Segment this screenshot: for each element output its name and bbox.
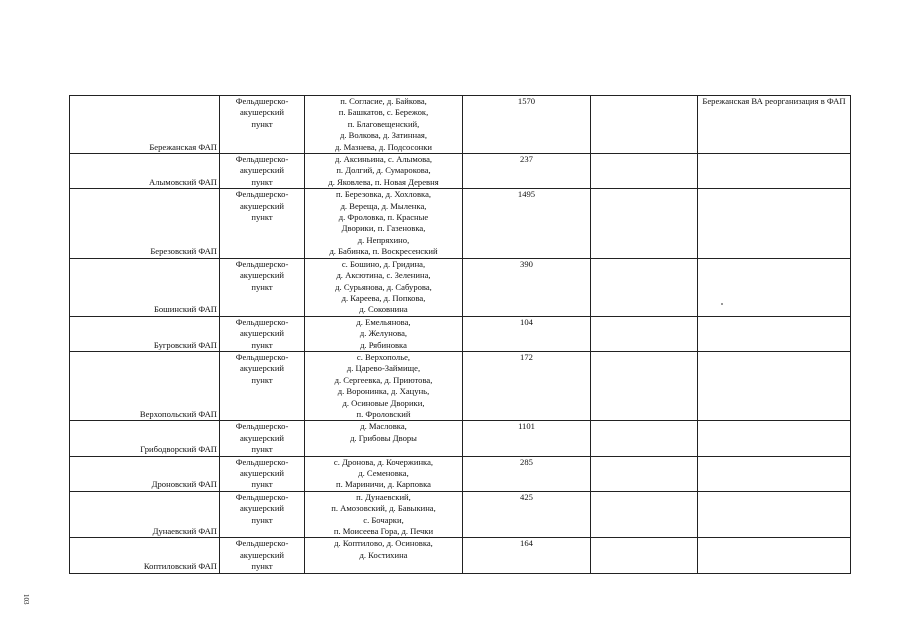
settlement-line: д. Коптилово, д. Осиновка, — [334, 538, 433, 549]
settlement-line: д. Мазнева, д. Подсосонки — [334, 141, 433, 152]
facility-type-cell — [220, 421, 305, 456]
population-value: 285 — [520, 456, 533, 467]
settlement-line: д. Непряхино, — [357, 234, 410, 245]
population-value: 1570 — [517, 96, 536, 106]
facility-name-cell — [70, 456, 220, 491]
facility-type-line: Фельдшерско- — [235, 316, 289, 327]
table-row — [70, 456, 851, 491]
facility-name: Грибодворский ФАП — [140, 444, 217, 455]
table-body — [70, 96, 851, 574]
settlements-cell — [305, 538, 463, 573]
settlement-line: с. Верхополье, — [356, 351, 411, 362]
note-cell — [698, 154, 851, 189]
facility-type-cell — [220, 316, 305, 351]
settlement-line: д. Волкова, д. Затинная, — [340, 130, 427, 141]
facility-type-line: пункт — [251, 212, 273, 223]
population-value: 425 — [520, 491, 533, 502]
table-row — [70, 96, 851, 154]
settlements-cell — [305, 316, 463, 351]
settlement-line: д. Грибовы Дворы — [350, 432, 417, 443]
settlement-line: д. Кареева, д. Попкова, — [341, 292, 426, 303]
settlements-cell — [305, 258, 463, 316]
page-number: 103 — [22, 594, 30, 605]
facility-name: Дунаевский ФАП — [152, 526, 217, 537]
table-row — [70, 421, 851, 456]
table-row — [70, 491, 851, 538]
population-cell — [463, 456, 591, 491]
facility-type-line: пункт — [251, 281, 273, 292]
settlement-line: д. Сергеевка, д. Приютова, — [334, 374, 433, 385]
note-cell — [698, 491, 851, 538]
empty-cell — [591, 456, 698, 491]
facility-type-line: акушерский — [239, 432, 285, 443]
facility-type-line: акушерский — [239, 549, 285, 560]
settlement-line: с. Бочарки, — [363, 514, 404, 525]
facility-name: Бугровский ФАП — [153, 339, 217, 350]
facility-type-line: акушерский — [239, 107, 285, 118]
facility-name-cell — [70, 258, 220, 316]
facility-name-cell — [70, 316, 220, 351]
facility-type-cell — [220, 189, 305, 258]
settlement-line: д. Желунова, — [359, 328, 408, 339]
facility-type-cell — [220, 456, 305, 491]
facility-type-line: Фельдшерско- — [235, 456, 289, 467]
empty-cell — [591, 491, 698, 538]
note-cell — [698, 456, 851, 491]
settlements-cell — [305, 189, 463, 258]
settlement-line: п. Согласие, д. Байкова, — [340, 96, 427, 106]
facility-type-line: Фельдшерско- — [235, 538, 289, 549]
settlements-cell — [305, 491, 463, 538]
settlements-cell — [305, 456, 463, 491]
facilities-table — [69, 95, 851, 574]
facility-type-cell — [220, 538, 305, 573]
population-cell — [463, 538, 591, 573]
note-cell — [698, 96, 851, 154]
facility-name-cell — [70, 538, 220, 573]
population-value: 104 — [520, 316, 533, 327]
note-cell — [698, 351, 851, 420]
settlement-line: д. Масловка, — [360, 421, 407, 432]
settlements-cell — [305, 154, 463, 189]
facility-type-line: пункт — [251, 479, 273, 490]
settlements-cell — [305, 96, 463, 154]
population-value: 1495 — [517, 189, 536, 200]
facility-name-cell — [70, 351, 220, 420]
population-cell — [463, 491, 591, 538]
table-row — [70, 538, 851, 573]
settlement-line: Дворики, п. Газеновка, — [341, 223, 426, 234]
empty-cell — [591, 189, 698, 258]
population-value: 1101 — [518, 421, 535, 432]
settlement-line: д. Бабинка, п. Воскресенский — [329, 246, 438, 257]
settlement-line: п. Благовещенский, — [347, 118, 420, 129]
settlement-line: д. Осиновые Дворики, — [342, 397, 425, 408]
population-value: 390 — [520, 258, 533, 269]
settlement-line: п. Фроловский — [356, 408, 411, 419]
facility-type-line: пункт — [251, 561, 273, 572]
facility-type-cell — [220, 351, 305, 420]
facility-type-line: акушерский — [239, 363, 285, 374]
settlement-line: п. Амозовский, д. Бавыкина, — [331, 503, 436, 514]
settlement-line: с. Бошино, д. Гридина, — [341, 258, 426, 269]
settlement-line: д. Аксютина, с. Зеленина, — [336, 270, 431, 281]
settlement-line: п. Моисеева Гора, д. Печки — [333, 526, 434, 537]
facility-type-line: пункт — [251, 339, 273, 350]
settlement-line: д. Сурьянова, д. Сабурова, — [335, 281, 432, 292]
facility-type-line: Фельдшерско- — [235, 491, 289, 502]
settlement-line: д. Емельянова, — [356, 316, 411, 327]
facility-type-line: акушерский — [239, 468, 285, 478]
settlement-line: д. Соковнина — [359, 304, 408, 315]
facility-type-line: пункт — [251, 514, 273, 525]
settlement-line: с. Дронова, д. Кочержинка, — [333, 456, 434, 467]
facility-type-cell — [220, 258, 305, 316]
note-cell — [698, 316, 851, 351]
facility-name-cell — [70, 421, 220, 456]
facility-name-cell — [70, 154, 220, 189]
settlement-line: п. Башкатов, с. Бережок, — [338, 107, 429, 118]
note-cell — [698, 258, 851, 316]
table-row — [70, 258, 851, 316]
facility-type-line: пункт — [251, 118, 273, 129]
population-cell — [463, 316, 591, 351]
settlement-line: п. Мариничи, д. Карповка — [336, 479, 431, 490]
population-cell — [463, 154, 591, 189]
facility-name: Коптиловский ФАП — [143, 561, 217, 572]
population-value: 164 — [520, 538, 533, 549]
table-row — [70, 154, 851, 189]
settlements-cell — [305, 421, 463, 456]
facility-type-cell — [220, 491, 305, 538]
settlement-line: п. Дунаевский, — [356, 491, 411, 502]
empty-cell — [591, 351, 698, 420]
facility-name: Верхопольский ФАП — [139, 408, 217, 419]
settlement-line: п. Березовка, д. Хохловка, — [335, 189, 432, 200]
settlement-line: д. Рябиновка — [360, 339, 407, 350]
settlement-line: д. Яковлева, п. Новая Деревня — [328, 176, 439, 187]
settlement-line: д. Воронинка, д. Хацунь, — [337, 386, 430, 397]
facility-name: Бошинский ФАП — [153, 304, 217, 315]
settlements-cell — [305, 351, 463, 420]
population-cell — [463, 258, 591, 316]
population-value: 237 — [520, 154, 533, 165]
table-row — [70, 351, 851, 420]
facility-type-line: пункт — [251, 444, 273, 455]
facility-type-cell — [220, 154, 305, 189]
facility-name-cell — [70, 189, 220, 258]
facility-name: Бережанская ФАП — [149, 141, 217, 152]
facility-type-line: пункт — [251, 176, 273, 187]
population-cell — [463, 351, 591, 420]
note-cell — [698, 538, 851, 573]
empty-cell — [591, 316, 698, 351]
facility-type-line: акушерский — [239, 328, 285, 339]
table-row — [70, 189, 851, 258]
facility-type-line: акушерский — [239, 165, 285, 176]
facility-name: Березовский ФАП — [150, 246, 217, 257]
settlement-line: д. Семеновка, — [358, 468, 409, 478]
facility-type-cell — [220, 96, 305, 154]
settlement-line: д. Костихина — [359, 549, 408, 560]
population-value: 172 — [520, 351, 533, 362]
note-text: Бережанская ВА реорганизация в ФАП — [702, 96, 846, 106]
table-row — [70, 316, 851, 351]
scan-speck — [721, 303, 723, 305]
settlement-line: д. Вереща, д. Мыленка, — [340, 200, 427, 211]
note-cell — [698, 189, 851, 258]
settlement-line: п. Долгий, д. Сумарокова, — [336, 165, 431, 176]
facility-name: Алымовский ФАП — [148, 176, 217, 187]
empty-cell — [591, 538, 698, 573]
facility-type-line: Фельдшерско- — [235, 154, 289, 165]
facility-type-line: Фельдшерско- — [235, 351, 289, 362]
population-cell — [463, 421, 591, 456]
facility-type-line: Фельдшерско- — [235, 421, 289, 432]
settlement-line: д. Аксиньина, с. Алымова, — [334, 154, 433, 165]
facility-name-cell — [70, 491, 220, 538]
facility-type-line: Фельдшерско- — [235, 96, 289, 106]
facility-type-line: Фельдшерско- — [235, 189, 289, 200]
empty-cell — [591, 154, 698, 189]
facility-name: Дроновский ФАП — [151, 479, 217, 490]
population-cell — [463, 96, 591, 154]
settlement-line: д. Фроловка, п. Красные — [338, 212, 429, 223]
settlement-line: д. Царево-Займище, — [346, 363, 421, 374]
population-cell — [463, 189, 591, 258]
facility-name-cell — [70, 96, 220, 154]
facility-type-line: пункт — [251, 374, 273, 385]
empty-cell — [591, 258, 698, 316]
empty-cell — [591, 96, 698, 154]
note-cell — [698, 421, 851, 456]
facility-type-line: акушерский — [239, 503, 285, 514]
facility-type-line: Фельдшерско- — [235, 258, 289, 269]
facility-type-line: акушерский — [239, 270, 285, 281]
empty-cell — [591, 421, 698, 456]
facility-type-line: акушерский — [239, 200, 285, 211]
